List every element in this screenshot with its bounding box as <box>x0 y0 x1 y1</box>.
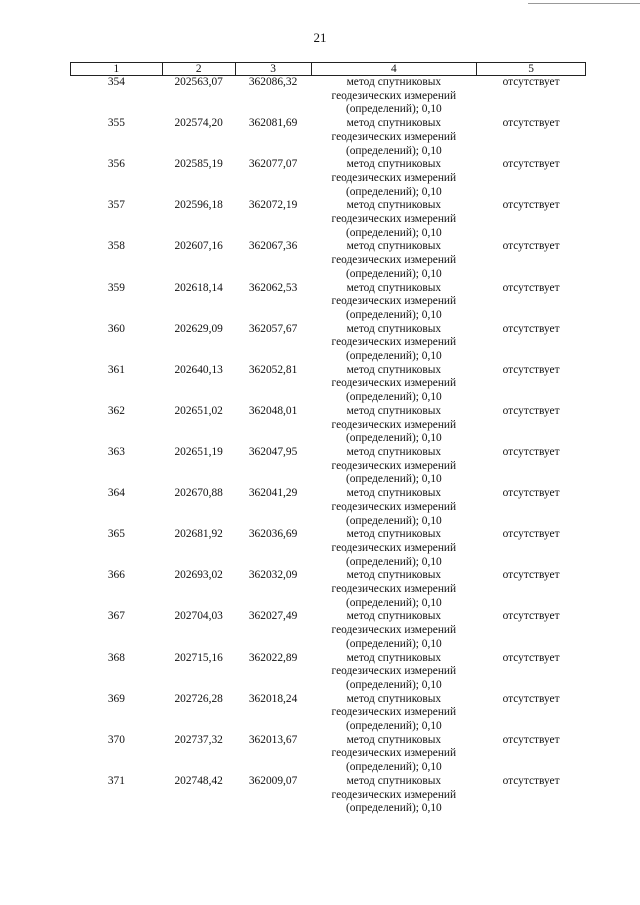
table-row <box>71 76 586 118</box>
x-coordinate-cell: 202596,18 <box>174 199 223 212</box>
column-header-5: 5 <box>477 63 586 76</box>
x-coordinate-cell: 202726,28 <box>174 692 223 705</box>
point-number-cell: 371 <box>107 774 125 787</box>
point-number-cell: 365 <box>107 528 125 541</box>
y-coordinate-cell: 362013,67 <box>248 733 298 746</box>
y-coordinate-cell: 362047,95 <box>248 445 298 458</box>
description-cell: отсутствует <box>502 158 560 171</box>
method-cell: метод спутниковых геодезических измерений (определений); 0,10 <box>331 404 457 445</box>
description-cell: отсутствует <box>502 733 560 746</box>
point-number-cell: 361 <box>107 363 125 376</box>
method-cell: метод спутниковых геодезических измерений (определений); 0,10 <box>331 363 457 404</box>
description-cell: отсутствует <box>502 528 560 541</box>
method-cell: метод спутниковых геодезических измерений (определений); 0,10 <box>331 569 457 609</box>
point-number-cell: 366 <box>107 569 125 582</box>
table-row <box>71 282 586 323</box>
point-number-cell: 368 <box>107 651 125 664</box>
method-cell: метод спутниковых геодезических измерений (определений); 0,10 <box>331 322 457 363</box>
point-number-cell: 360 <box>107 322 125 335</box>
description-cell: отсутствует <box>502 199 560 212</box>
point-number-cell: 354 <box>107 76 125 88</box>
y-coordinate-cell: 362018,24 <box>248 692 298 705</box>
point-number-cell: 356 <box>107 158 125 171</box>
y-coordinate-cell: 362022,89 <box>248 651 298 664</box>
y-coordinate-cell: 362032,09 <box>248 569 298 582</box>
table-row <box>71 323 586 364</box>
method-cell: метод спутниковых геодезических измерений (определений); 0,10 <box>331 651 457 691</box>
y-coordinate-cell: 362036,69 <box>248 528 298 541</box>
point-number-cell: 357 <box>107 199 125 212</box>
table-row <box>71 569 586 610</box>
method-cell: метод спутниковых геодезических измерений (определений); 0,10 <box>331 692 457 733</box>
y-coordinate-cell: 362057,67 <box>248 322 298 335</box>
method-cell: метод спутниковых геодезических измерений (определений); 0,10 <box>331 733 457 774</box>
point-number-cell: 367 <box>107 610 125 623</box>
table-row <box>71 610 586 651</box>
method-cell: метод спутниковых геодезических измерений (определений); 0,10 <box>331 76 457 116</box>
x-coordinate-cell: 202670,88 <box>174 487 223 500</box>
description-cell: отсутствует <box>502 76 560 88</box>
description-cell: отсутствует <box>502 240 560 253</box>
method-cell: метод спутниковых геодезических измерений (определений); 0,10 <box>331 487 457 527</box>
description-cell: отсутствует <box>502 404 560 417</box>
table-row <box>71 528 586 569</box>
y-coordinate-cell: 362081,69 <box>248 117 298 130</box>
description-cell: отсутствует <box>502 445 560 458</box>
description-cell: отсутствует <box>502 692 560 705</box>
method-cell: метод спутниковых геодезических измерений (определений); 0,10 <box>331 117 457 157</box>
table-row <box>71 199 586 240</box>
table-row <box>71 405 586 446</box>
y-coordinate-cell: 362077,07 <box>248 158 298 171</box>
description-cell: отсутствует <box>502 610 560 623</box>
x-coordinate-cell: 202715,16 <box>174 651 223 664</box>
description-cell: отсутствует <box>502 281 560 294</box>
table-header <box>71 63 586 76</box>
x-coordinate-cell: 202585,19 <box>174 158 223 171</box>
top-edge-rule <box>528 3 640 4</box>
point-number-cell: 370 <box>107 733 125 746</box>
y-coordinate-cell: 362048,01 <box>248 404 298 417</box>
point-number-cell: 369 <box>107 692 125 705</box>
y-coordinate-cell: 362052,81 <box>248 363 298 376</box>
table-row <box>71 652 586 693</box>
y-coordinate-cell: 362041,29 <box>248 487 298 500</box>
y-coordinate-cell: 362009,07 <box>248 774 298 787</box>
column-header-1: 1 <box>71 63 163 76</box>
x-coordinate-cell: 202574,20 <box>174 117 223 130</box>
method-cell: метод спутниковых геодезических измерений (определений); 0,10 <box>331 445 457 486</box>
method-cell: метод спутниковых геодезических измерений (определений); 0,10 <box>331 774 457 815</box>
table-row <box>71 487 586 528</box>
column-header-4: 4 <box>311 63 477 76</box>
x-coordinate-cell: 202563,07 <box>174 76 223 88</box>
description-cell: отсутствует <box>502 651 560 664</box>
table-row <box>71 240 586 281</box>
x-coordinate-cell: 202737,32 <box>174 733 223 746</box>
description-cell: отсутствует <box>502 322 560 335</box>
coordinates-table <box>70 62 586 816</box>
page-number: 21 <box>313 30 327 45</box>
x-coordinate-cell: 202681,92 <box>174 528 223 541</box>
description-cell: отсутствует <box>502 487 560 500</box>
description-cell: отсутствует <box>502 363 560 376</box>
x-coordinate-cell: 202693,02 <box>174 569 223 582</box>
method-cell: метод спутниковых геодезических измерений (определений); 0,10 <box>331 199 457 239</box>
x-coordinate-cell: 202629,09 <box>174 322 223 335</box>
column-header-3: 3 <box>235 63 311 76</box>
description-cell: отсутствует <box>502 117 560 130</box>
description-cell: отсутствует <box>502 774 560 787</box>
point-number-cell: 359 <box>107 281 125 294</box>
y-coordinate-cell: 362067,36 <box>248 240 298 253</box>
y-coordinate-cell: 362086,32 <box>248 76 298 88</box>
table-row <box>71 693 586 734</box>
x-coordinate-cell: 202607,16 <box>174 240 223 253</box>
method-cell: метод спутниковых геодезических измерений (определений); 0,10 <box>331 281 457 321</box>
point-number-cell: 358 <box>107 240 125 253</box>
y-coordinate-cell: 362027,49 <box>248 610 298 623</box>
table-row <box>71 364 586 405</box>
method-cell: метод спутниковых геодезических измерений (определений); 0,10 <box>331 240 457 280</box>
method-cell: метод спутниковых геодезических измерений (определений); 0,10 <box>331 610 457 650</box>
point-number-cell: 363 <box>107 445 125 458</box>
column-header-2: 2 <box>162 63 235 76</box>
method-cell: метод спутниковых геодезических измерений (определений); 0,10 <box>331 528 457 568</box>
table-body <box>71 76 586 816</box>
x-coordinate-cell: 202704,03 <box>174 610 223 623</box>
table-row <box>71 158 586 199</box>
x-coordinate-cell: 202651,02 <box>174 404 223 417</box>
table-row <box>71 775 586 816</box>
point-number-cell: 364 <box>107 487 125 500</box>
x-coordinate-cell: 202748,42 <box>174 774 223 787</box>
point-number-cell: 355 <box>107 117 125 130</box>
table-row <box>71 117 586 158</box>
x-coordinate-cell: 202640,13 <box>174 363 223 376</box>
method-cell: метод спутниковых геодезических измерений (определений); 0,10 <box>331 158 457 198</box>
y-coordinate-cell: 362062,53 <box>248 281 298 294</box>
x-coordinate-cell: 202651,19 <box>174 445 223 458</box>
description-cell: отсутствует <box>502 569 560 582</box>
x-coordinate-cell: 202618,14 <box>174 281 223 294</box>
table-row <box>71 446 586 487</box>
point-number-cell: 362 <box>107 404 125 417</box>
table-row <box>71 734 586 775</box>
y-coordinate-cell: 362072,19 <box>248 199 298 212</box>
